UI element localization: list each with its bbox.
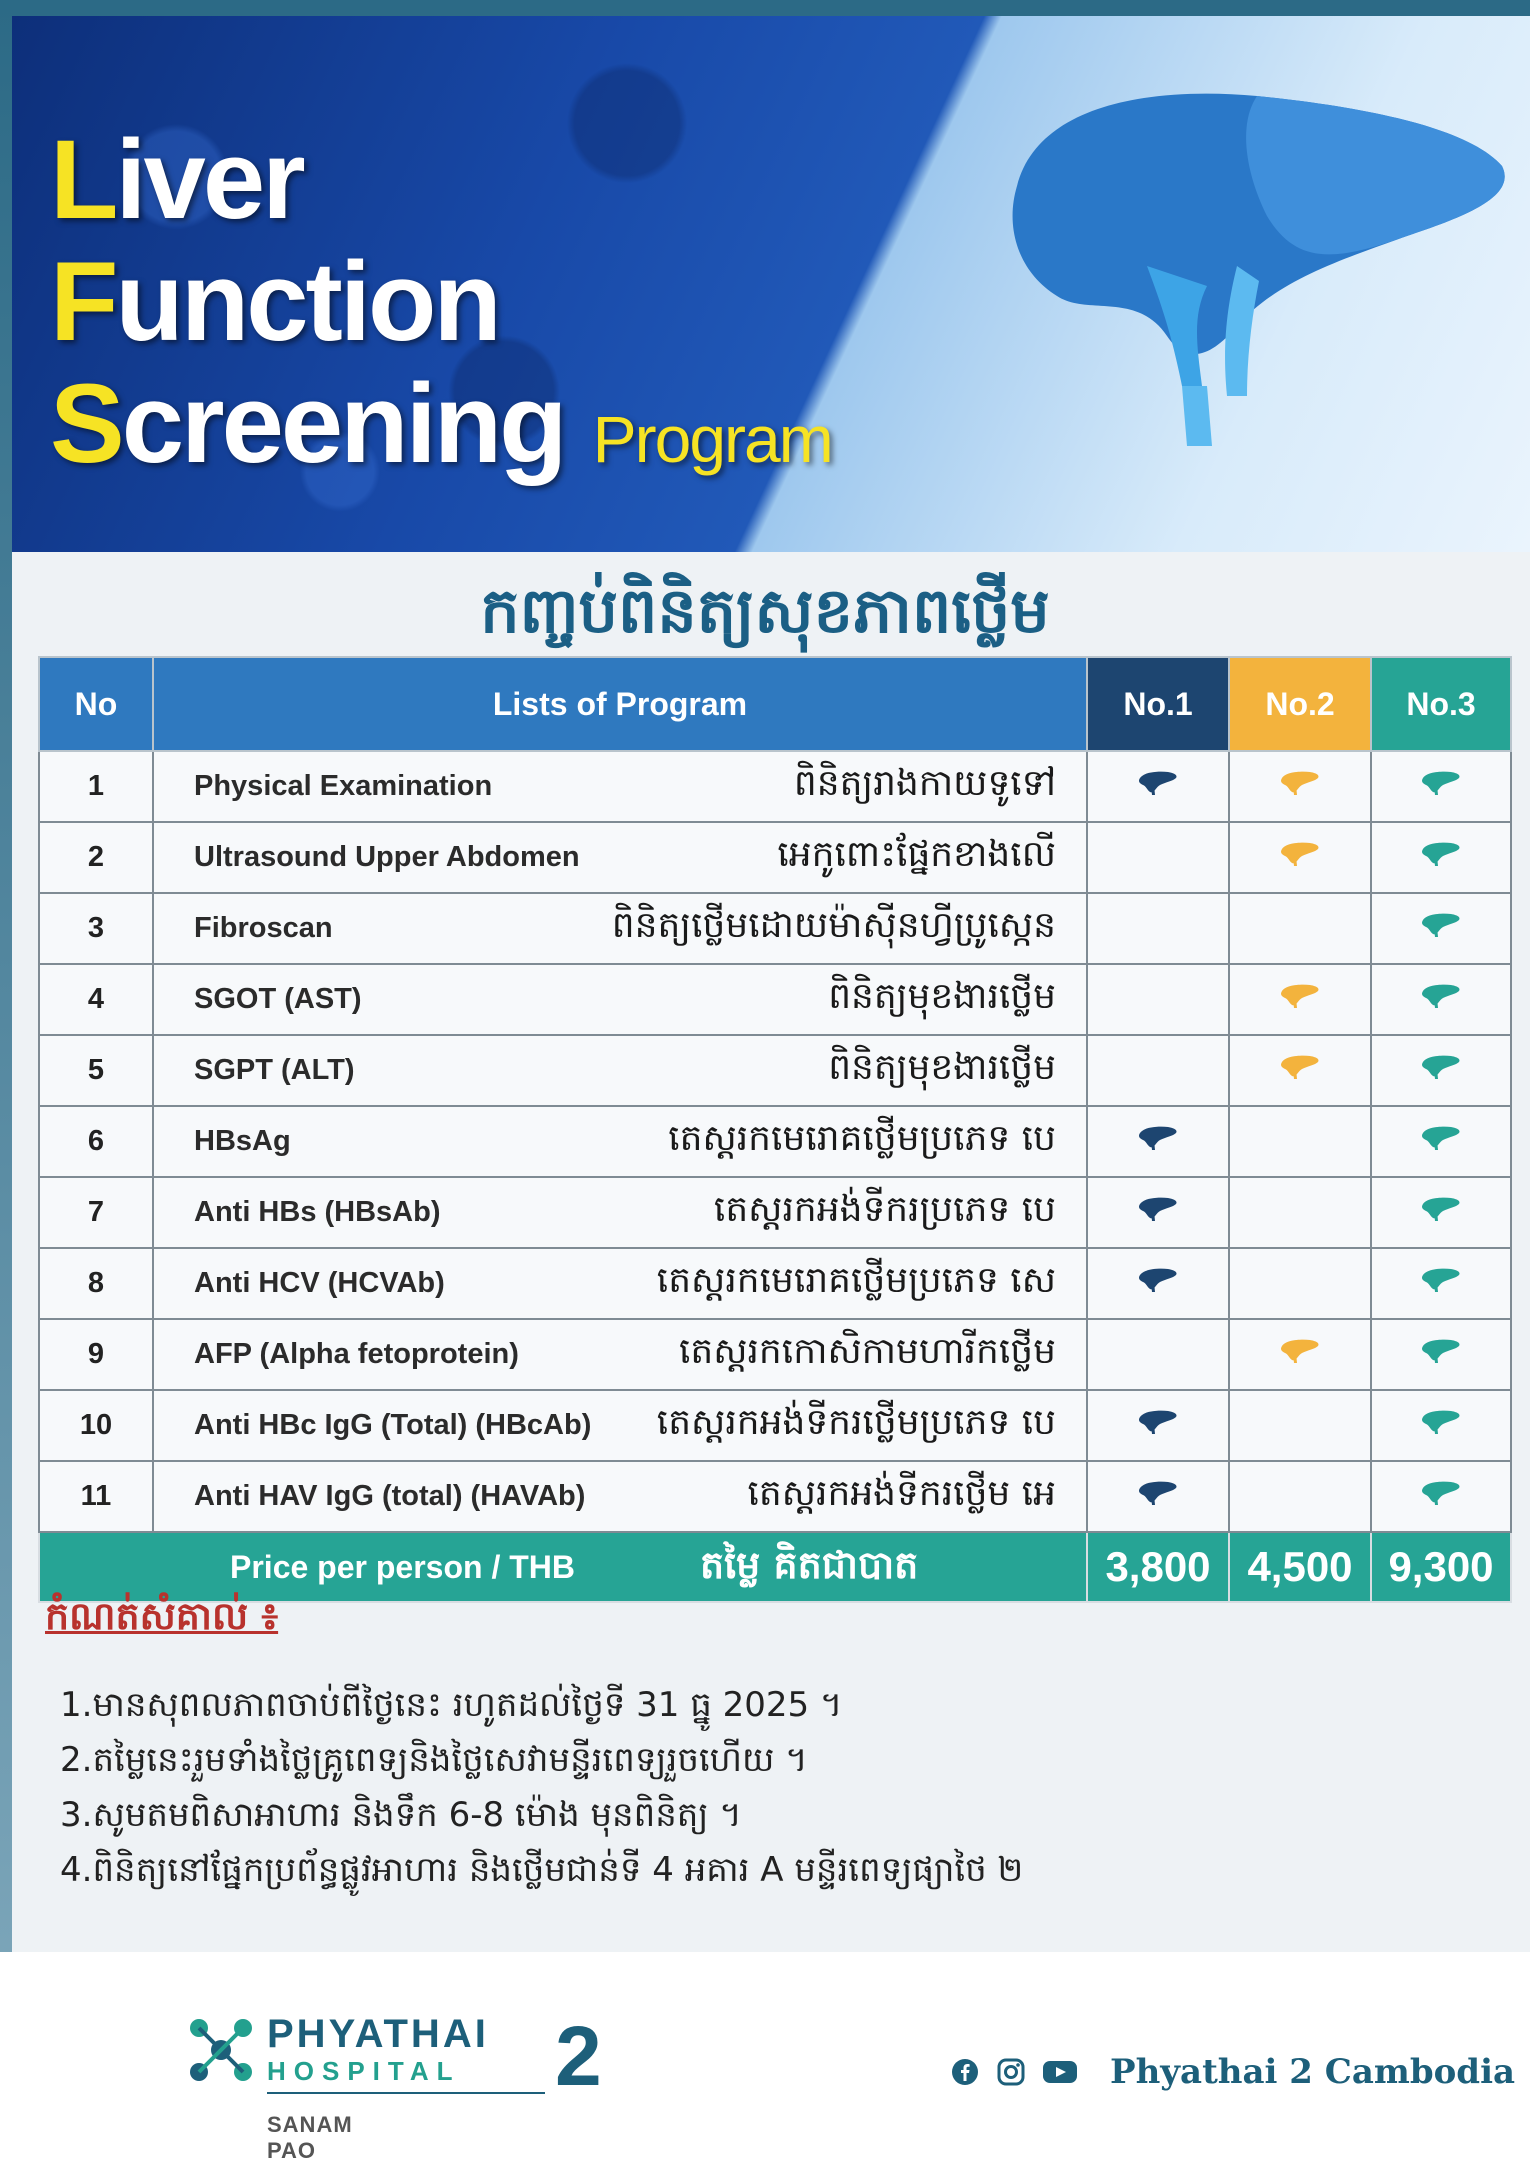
notes-heading: កំណត់សំគាល់ ៖: [45, 1594, 279, 1638]
title-liver-rest: iver: [115, 117, 303, 242]
row-program: [153, 1106, 1087, 1177]
package-1-cell: [1087, 1106, 1229, 1177]
price-package-2: 4,500: [1229, 1532, 1371, 1602]
liver-check-icon-pkg3: [1421, 1054, 1461, 1080]
package-2-cell: [1229, 1177, 1371, 1248]
package-2-cell: [1229, 751, 1371, 822]
row-program-en: Fibroscan: [194, 912, 333, 944]
title-screening-rest: creening: [121, 361, 565, 486]
package-3-cell: [1371, 751, 1511, 822]
package-3-cell: [1371, 1177, 1511, 1248]
row-program-en: Physical Examination: [194, 770, 493, 802]
liver-check-icon-pkg2: [1280, 1054, 1320, 1080]
table-row: [39, 751, 1511, 822]
facebook-icon[interactable]: [950, 2057, 980, 2087]
youtube-icon[interactable]: [1042, 2057, 1078, 2087]
row-number: 4: [39, 964, 153, 1035]
row-program-en: Ultrasound Upper Abdomen: [194, 841, 580, 873]
table-row: [39, 1106, 1511, 1177]
liver-check-icon-pkg3: [1421, 1409, 1461, 1435]
row-program: [153, 893, 1087, 964]
page-title: កញ្ចប់ពិនិត្យសុខភាពថ្លើម: [480, 577, 1050, 646]
row-program-en: Anti HAV IgG (total) (HAVAb): [194, 1480, 586, 1512]
liver-check-icon-pkg2: [1280, 841, 1320, 867]
row-number: 1: [39, 751, 153, 822]
package-3-cell: [1371, 1390, 1511, 1461]
package-2-cell: [1229, 822, 1371, 893]
package-3-cell: [1371, 893, 1511, 964]
program-table: [38, 656, 1512, 1603]
logo-number: 2: [555, 2009, 602, 2103]
footer: [0, 1952, 1530, 2164]
liver-check-icon-pkg3: [1421, 1338, 1461, 1364]
price-label-kh: តម្លៃ គិតជាបាត: [700, 1543, 919, 1587]
package-2-cell: [1229, 964, 1371, 1035]
row-number: 3: [39, 893, 153, 964]
left-border: [0, 0, 12, 1952]
title-initial-s: S: [50, 361, 122, 486]
row-number: 5: [39, 1035, 153, 1106]
social-account-name: Phyathai 2 Cambodia: [1110, 2052, 1516, 2092]
package-1-cell: [1087, 1319, 1229, 1390]
header-package-3: No.3: [1371, 657, 1511, 751]
header-package-2: No.2: [1229, 657, 1371, 751]
package-3-cell: [1371, 1248, 1511, 1319]
row-program-en: HBsAg: [194, 1125, 291, 1157]
row-program-kh: តេស្តរកអង់ទីករថ្លើម អេ: [747, 1473, 1056, 1514]
liver-check-icon-pkg3: [1421, 841, 1461, 867]
hero-banner: [12, 16, 1530, 552]
header-package-1: No.1: [1087, 657, 1229, 751]
title-line-function: [50, 239, 499, 364]
package-2-cell: [1229, 893, 1371, 964]
row-program-kh: អេកូពោះផ្នែកខាងលើ: [777, 834, 1056, 875]
title-function-rest: unction: [115, 239, 499, 364]
package-3-cell: [1371, 1461, 1511, 1532]
row-number: 11: [39, 1461, 153, 1532]
row-program: [153, 1248, 1087, 1319]
logo-location: SANAM PAO: [267, 2112, 353, 2163]
note-item: 2.តម្លៃនេះរួមទាំងថ្លៃគ្រូពេទ្យនិងថ្លៃសេវាមន្ទីរពេទ្យរួចហើយ ។: [60, 1740, 808, 1780]
instagram-icon[interactable]: [996, 2057, 1026, 2087]
row-program-kh: ពិនិត្យថ្លើមដោយម៉ាស៊ីនហ្វីប្រូស្កេន: [611, 905, 1056, 946]
liver-check-icon-pkg1: [1138, 1480, 1178, 1506]
row-program-en: Anti HBc IgG (Total) (HBcAb): [194, 1409, 592, 1441]
top-border: [0, 0, 1530, 16]
package-1-cell: [1087, 822, 1229, 893]
row-number: 8: [39, 1248, 153, 1319]
package-1-cell: [1087, 1461, 1229, 1532]
title-initial-f: F: [50, 239, 116, 364]
row-number: 2: [39, 822, 153, 893]
package-1-cell: [1087, 893, 1229, 964]
table-row: [39, 1319, 1511, 1390]
row-number: 10: [39, 1390, 153, 1461]
liver-check-icon-pkg1: [1138, 1125, 1178, 1151]
liver-illustration: [997, 66, 1517, 466]
row-number: 9: [39, 1319, 153, 1390]
package-2-cell: [1229, 1035, 1371, 1106]
table-row: [39, 1177, 1511, 1248]
row-number: 7: [39, 1177, 153, 1248]
package-1-cell: [1087, 1035, 1229, 1106]
table-row: [39, 1035, 1511, 1106]
header-lists: Lists of Program: [153, 657, 1087, 751]
title-program: Program: [592, 402, 832, 476]
row-program: [153, 751, 1087, 822]
title-initial-l: L: [50, 117, 116, 242]
header-no: No: [39, 657, 153, 751]
price-package-3: 9,300: [1371, 1532, 1511, 1602]
row-program-kh: តេស្តរកមេរោគថ្លើមប្រភេទ បេ: [668, 1118, 1056, 1159]
table-row: [39, 822, 1511, 893]
table-row: [39, 1390, 1511, 1461]
table-header-row: [39, 657, 1511, 751]
liver-check-icon-pkg3: [1421, 983, 1461, 1009]
row-number: 6: [39, 1106, 153, 1177]
package-2-cell: [1229, 1461, 1371, 1532]
liver-check-icon-pkg2: [1280, 1338, 1320, 1364]
price-label: Price per person / THB: [230, 1548, 575, 1585]
price-package-1: 3,800: [1087, 1532, 1229, 1602]
package-1-cell: [1087, 751, 1229, 822]
liver-check-icon-pkg1: [1138, 1196, 1178, 1222]
liver-check-icon-pkg2: [1280, 770, 1320, 796]
row-program: [153, 1390, 1087, 1461]
row-program: [153, 1319, 1087, 1390]
package-3-cell: [1371, 1106, 1511, 1177]
row-program: [153, 1461, 1087, 1532]
liver-check-icon-pkg3: [1421, 912, 1461, 938]
notes-list: [60, 1678, 1023, 1898]
logo-molecule-icon: [185, 2014, 257, 2086]
package-1-cell: [1087, 1248, 1229, 1319]
row-program-kh: តេស្តរកកោសិកាមហារីកថ្លើម: [678, 1331, 1056, 1372]
title-line-liver: [50, 117, 303, 242]
logo-divider: [267, 2092, 545, 2094]
package-1-cell: [1087, 1177, 1229, 1248]
social-links: [950, 2052, 1515, 2092]
package-1-cell: [1087, 1390, 1229, 1461]
package-2-cell: [1229, 1319, 1371, 1390]
row-program: [153, 822, 1087, 893]
logo-subtitle: HOSPITAL: [267, 2056, 461, 2086]
row-program: [153, 1177, 1087, 1248]
liver-check-icon-pkg3: [1421, 1125, 1461, 1151]
liver-check-icon-pkg1: [1138, 1267, 1178, 1293]
table-row: [39, 893, 1511, 964]
row-program-kh: ពិនិត្យមុខងារថ្លើម: [828, 976, 1056, 1017]
package-2-cell: [1229, 1106, 1371, 1177]
table-row: [39, 964, 1511, 1035]
row-program-kh: តេស្តរកអង់ទីករថ្លើមប្រភេទ បេ: [656, 1402, 1056, 1443]
row-program-kh: តេស្តរកអង់ទីករប្រភេទ បេ: [713, 1189, 1056, 1230]
row-program-kh: ពិនិត្យមុខងារថ្លើម: [828, 1047, 1056, 1088]
note-item: 4.ពិនិត្យនៅផ្នែកប្រព័ន្ធផ្លូវអាហារ និងថ្លើមជាន់ទី 4 អគារ A មន្ទីរពេទ្យផ្យាថៃ ២: [60, 1850, 1024, 1890]
liver-check-icon-pkg1: [1138, 770, 1178, 796]
table-row: [39, 1461, 1511, 1532]
liver-check-icon-pkg3: [1421, 1480, 1461, 1506]
title-line-screening: [50, 361, 832, 486]
row-program: [153, 964, 1087, 1035]
note-item: 1.មានសុពលភាពចាប់ពីថ្ងៃនេះ រហូតដល់ថ្ងៃទី 31 ធ្នូ 2025 ។: [60, 1685, 843, 1725]
package-3-cell: [1371, 1035, 1511, 1106]
liver-check-icon-pkg3: [1421, 770, 1461, 796]
row-program-en: SGPT (ALT): [194, 1054, 355, 1086]
row-program-en: Anti HCV (HCVAb): [194, 1267, 445, 1299]
liver-check-icon-pkg2: [1280, 983, 1320, 1009]
liver-check-icon-pkg1: [1138, 1409, 1178, 1435]
row-program: [153, 1035, 1087, 1106]
package-3-cell: [1371, 1319, 1511, 1390]
row-program-kh: តេស្តរកមេរោគថ្លើមប្រភេទ សេ: [656, 1260, 1056, 1301]
package-3-cell: [1371, 964, 1511, 1035]
row-program-kh: ពិនិត្យរាងកាយទូទៅ: [793, 763, 1056, 804]
logo-name: PHYATHAI: [267, 2012, 489, 2056]
liver-check-icon-pkg3: [1421, 1267, 1461, 1293]
row-program-en: Anti HBs (HBsAb): [194, 1196, 441, 1228]
row-program-en: SGOT (AST): [194, 983, 362, 1015]
package-1-cell: [1087, 964, 1229, 1035]
table-row: [39, 1248, 1511, 1319]
row-program-en: AFP (Alpha fetoprotein): [194, 1338, 519, 1370]
package-2-cell: [1229, 1248, 1371, 1319]
note-item: 3.សូមតមពិសាអាហារ និងទឹក 6-8 ម៉ោង មុនពិនិត្យ ។: [60, 1795, 742, 1835]
package-3-cell: [1371, 822, 1511, 893]
liver-check-icon-pkg3: [1421, 1196, 1461, 1222]
package-2-cell: [1229, 1390, 1371, 1461]
